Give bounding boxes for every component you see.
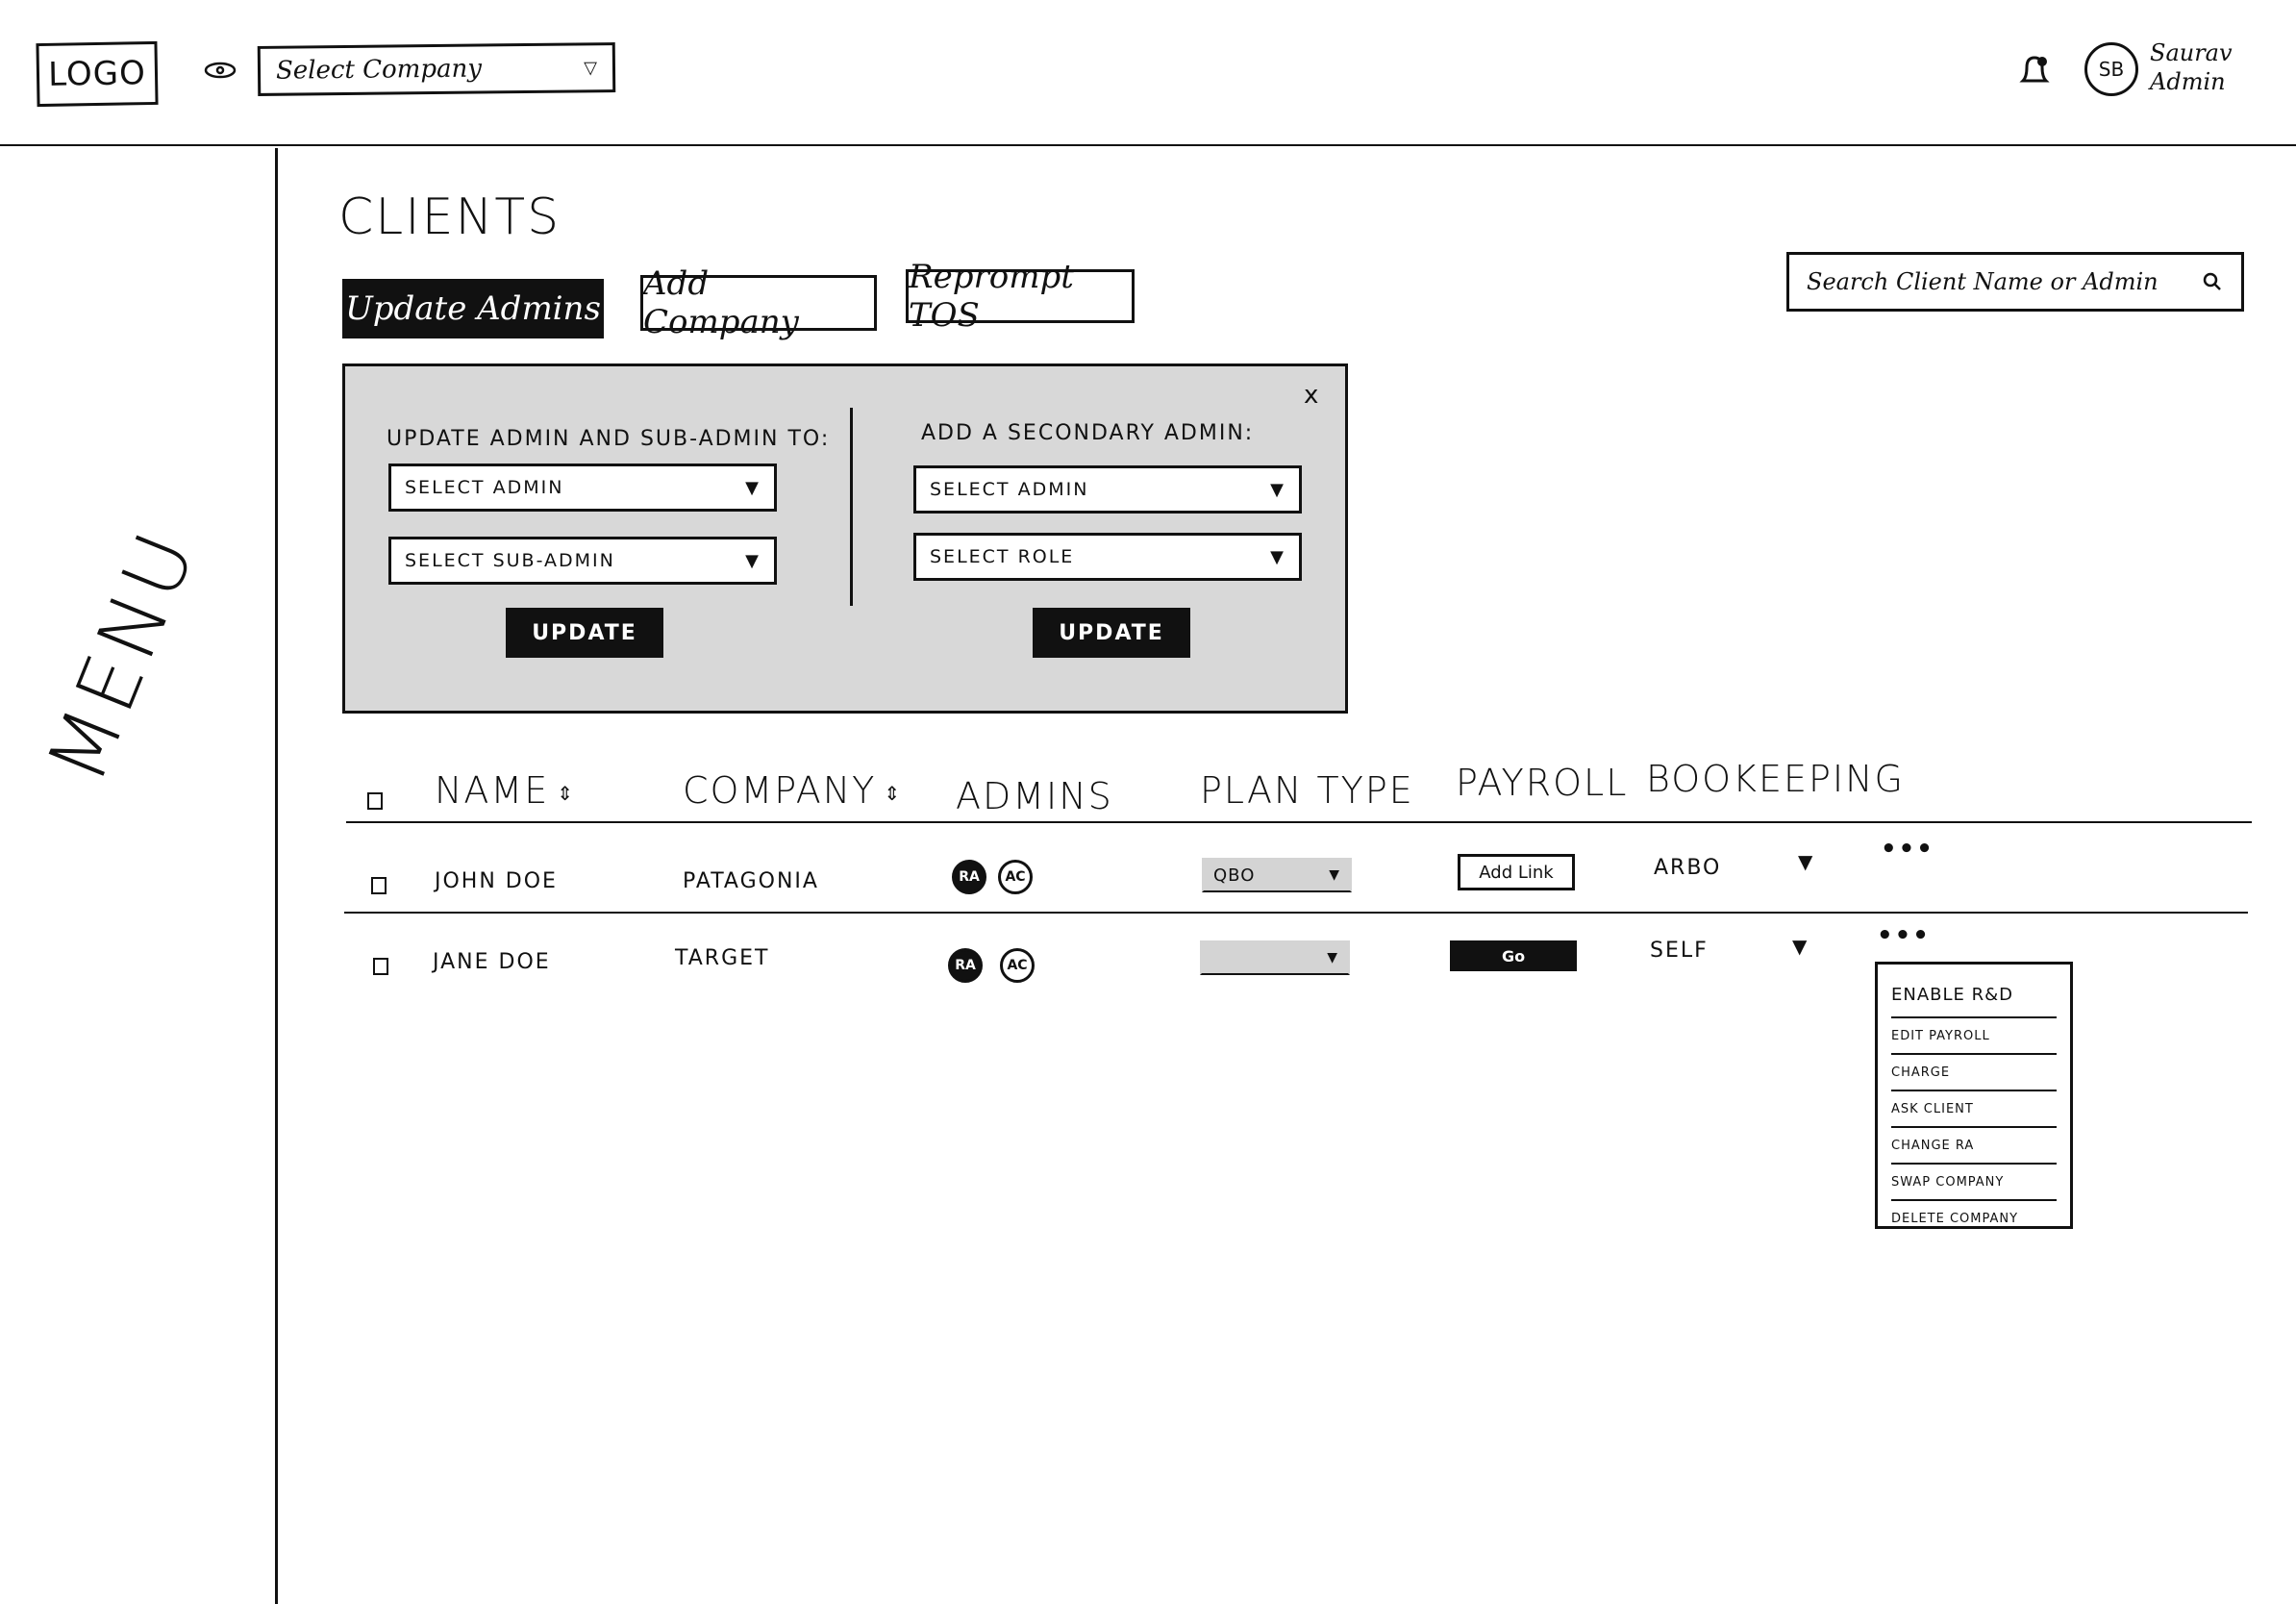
row-actions-menu xyxy=(1875,962,2073,1229)
expand-row-icon[interactable]: ▼ xyxy=(1798,850,1813,873)
column-header-bookkeeping: BOOKEEPING xyxy=(1646,758,1905,800)
column-header-company[interactable] xyxy=(683,769,902,812)
plan-type-select[interactable] xyxy=(1202,858,1352,892)
caret-down-icon: ▼ xyxy=(745,550,761,571)
select-secondary-admin-label: SELECT ADMIN xyxy=(930,479,1089,500)
caret-down-icon: ▼ xyxy=(745,477,761,498)
admin-badge[interactable]: AC xyxy=(1000,948,1035,983)
caret-down-icon: ▼ xyxy=(1327,950,1338,965)
select-role-dropdown[interactable] xyxy=(913,533,1302,581)
search-icon[interactable] xyxy=(2201,270,2224,293)
logo[interactable]: LOGO xyxy=(36,41,158,107)
caret-down-icon: ▼ xyxy=(1329,867,1340,883)
column-header-name[interactable] xyxy=(435,769,575,812)
row-name: JOHN DOE xyxy=(435,869,558,893)
secondary-admin-heading: ADD A SECONDARY ADMIN: xyxy=(921,421,1255,445)
caret-down-icon: ▼ xyxy=(1270,546,1285,567)
company-select[interactable] xyxy=(258,42,616,96)
row-bookkeeping: ARBO xyxy=(1654,856,1722,880)
menu-item-delete-company[interactable]: DELETE COMPANY xyxy=(1891,1211,2019,1226)
row-name: JANE DOE xyxy=(433,950,551,974)
search-input[interactable] xyxy=(1786,252,2244,312)
row-checkbox[interactable] xyxy=(373,958,388,975)
column-header-plan-type: PLAN TYPE xyxy=(1200,769,1414,812)
bell-icon[interactable] xyxy=(2017,52,2050,88)
select-admin-label: SELECT ADMIN xyxy=(405,477,564,498)
go-button[interactable]: Go xyxy=(1450,940,1577,971)
sidebar-divider xyxy=(275,148,278,1604)
row-bookkeeping: SELF xyxy=(1650,939,1709,963)
row-company: PATAGONIA xyxy=(683,869,819,893)
row-divider xyxy=(344,912,2248,914)
company-select-label: Select Company xyxy=(275,54,483,86)
expand-row-icon[interactable]: ▼ xyxy=(1792,935,1808,958)
table-header-divider xyxy=(346,821,2252,823)
update-secondary-admin-button[interactable]: UPDATE xyxy=(1033,608,1190,658)
page-title: CLIENTS xyxy=(338,188,562,246)
reprompt-tos-button[interactable]: Reprompt TOS xyxy=(906,269,1135,323)
sort-icon[interactable]: ⇕ xyxy=(884,781,903,805)
plan-type-value: QBO xyxy=(1213,865,1256,886)
sort-icon[interactable]: ⇕ xyxy=(557,781,575,805)
select-role-label: SELECT ROLE xyxy=(930,546,1075,567)
select-all-checkbox[interactable] xyxy=(367,792,383,810)
add-link-button[interactable]: Add Link xyxy=(1458,854,1575,890)
select-secondary-admin-dropdown[interactable] xyxy=(913,465,1302,514)
user-role: Admin xyxy=(2150,68,2226,95)
more-options-icon[interactable]: ••• xyxy=(1881,835,1934,864)
sidebar-menu[interactable]: MENU xyxy=(29,515,215,795)
avatar[interactable]: SB xyxy=(2084,42,2138,96)
user-name: Saurav xyxy=(2150,39,2233,66)
close-icon[interactable]: x xyxy=(1304,381,1319,410)
menu-item-ask-client[interactable]: ASK CLIENT xyxy=(1891,1091,2057,1128)
admin-badge[interactable]: AC xyxy=(998,860,1033,894)
panel-divider xyxy=(850,408,853,606)
menu-item-charge[interactable]: CHARGE xyxy=(1891,1055,2057,1091)
plan-type-select[interactable] xyxy=(1200,940,1350,975)
column-header-payroll: PAYROLL xyxy=(1456,762,1629,804)
menu-item-enable-rd[interactable]: ENABLE R&D xyxy=(1891,972,2057,1018)
admin-badge[interactable]: RA xyxy=(952,860,986,894)
select-sub-admin-dropdown[interactable] xyxy=(388,537,777,585)
header-divider xyxy=(0,144,2296,146)
update-admins-button[interactable]: Update Admins xyxy=(342,279,604,338)
chevron-down-icon: ▽ xyxy=(584,57,598,78)
eye-icon xyxy=(204,62,237,79)
select-admin-dropdown[interactable] xyxy=(388,464,777,512)
row-company: TARGET xyxy=(675,946,770,970)
more-options-icon[interactable]: ••• xyxy=(1877,921,1931,950)
column-header-name-label: NAME xyxy=(435,769,550,812)
menu-item-edit-payroll[interactable]: EDIT PAYROLL xyxy=(1891,1018,2057,1055)
add-company-button[interactable]: Add Company xyxy=(640,275,877,331)
search-placeholder: Search Client Name or Admin xyxy=(1807,268,2159,295)
update-admin-button[interactable]: UPDATE xyxy=(506,608,663,658)
admin-badge[interactable]: RA xyxy=(948,948,983,983)
update-admin-heading: UPDATE ADMIN AND SUB-ADMIN TO: xyxy=(387,427,831,451)
column-header-admins: ADMINS xyxy=(956,775,1113,817)
menu-item-swap-company[interactable]: SWAP COMPANY xyxy=(1891,1165,2057,1201)
menu-item-change-ra[interactable]: CHANGE RA xyxy=(1891,1128,2057,1165)
column-header-company-label: COMPANY xyxy=(683,769,877,812)
row-checkbox[interactable] xyxy=(371,877,387,894)
select-sub-admin-label: SELECT SUB-ADMIN xyxy=(405,550,615,571)
caret-down-icon: ▼ xyxy=(1270,479,1285,500)
